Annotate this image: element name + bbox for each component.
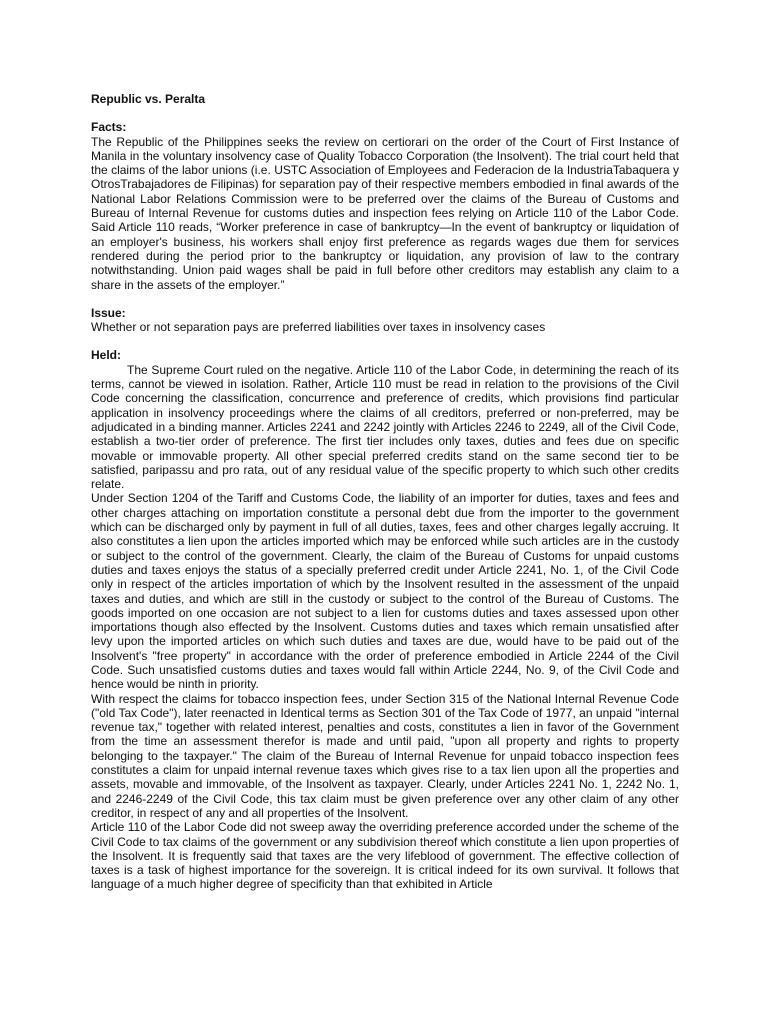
section-gap bbox=[91, 292, 679, 306]
issue-paragraph: Whether or not separation pays are preferred liabilities over taxes in insolvency cases bbox=[91, 320, 546, 335]
document-title: Republic vs. Peralta bbox=[91, 92, 206, 106]
facts-paragraph: The Republic of the Philippines seeks the review on certiorari on the order of the Court of First Instance of Manila in the voluntary insolvency case of Quality Tobacco Corporation (the Insolvent). The trial court held that the claims of the labor unions (i.e. USTC Association of Employees and Federacion de la IndustriaTabaquera y OtrosTrabajadores de Filipinas) for separation pay of their respective members embodied in final awards of the National Labor Relations Commission were to be preferred over the claims of the Bureau of Customs and Bureau of Internal Revenue for customs duties and inspection fees relying on Article 110 of the Labor Code. Said Article 110 reads, “Worker preference in case of bankruptcy—In the event of bankruptcy or liquidation of an employer's business, his workers shall enjoy first preference as regards wages due them for services rendered during the period prior to the bankruptcy or liquidation, any provision of law to the contrary notwithstanding. Union paid wages shall be paid in full before other creditors may establish any claim to a share in the assets of the employer.” bbox=[91, 134, 679, 292]
document-page bbox=[91, 92, 679, 892]
issue-heading: Issue: bbox=[91, 305, 126, 320]
held-paragraph-3: With respect the claims for tobacco inspection fees, under Section 315 of the National Internal Revenue Code ("old Tax Code"), later reenacted in Identical terms as Section 301 of the Tax Code of 1977, an unpaid "internal revenue tax," together with related interest, penalties and costs, constitutes a lien in favor of the Government from the time an assessment therefor is made and until paid, "upon all property and rights to property belonging to the taxpayer." The claim of the Bureau of Internal Revenue for unpaid tobacco inspection fees constitutes a claim for unpaid internal revenue taxes which gives rise to a tax lien upon all the properties and assets, movable and immovable, of the Insolvent as taxpayer. Clearly, under Articles 2241 No. 1, 2242 No. 1, and 2246-2249 of the Civil Code, this tax claim must be given preference over any other claim of any other creditor, in respect of any and all properties of the Insolvent. bbox=[91, 691, 679, 820]
held-paragraph-1: The Supreme Court ruled on the negative. Article 110 of the Labor Code, in determining the reach of its terms, cannot be viewed in isolation. Rather, Article 110 must be read in relation to the provisions of the Civil Code concerning the classification, concurrence and preference of credits, which provisions find particular application in insolvency proceedings where the claims of all creditors, preferred or non-preferred, may be adjudicated in a binding manner. Articles 2241 and 2242 jointly with Articles 2246 to 2249, all of the Civil Code, establish a two-tier order of preference. The first tier includes only taxes, duties and fees due on specific movable or immovable property. All other special preferred credits stand on the same second tier to be satisfied, paripassu and pro rata, out of any residual value of the specific property to which such other credits relate. bbox=[91, 362, 679, 492]
section-gap bbox=[91, 334, 679, 348]
facts-heading: Facts: bbox=[91, 120, 127, 135]
held-paragraph-4: Article 110 of the Labor Code did not sweep away the overriding preference accorded under the scheme of the Civil Code to tax claims of the government or any subdivision thereof which constitute a lien upon properties of the Insolvent. It is frequently said that taxes are the very lifeblood of government. The effective collection of taxes is a task of highest importance for the sovereign. It is critical indeed for its own survival. It follows that language of a much higher degree of specificity than that exhibited in Article bbox=[91, 820, 679, 892]
held-paragraph-2: Under Section 1204 of the Tariff and Customs Code, the liability of an importer for duties, taxes and fees and other charges attaching on importation constitute a personal debt due from the importer to the government which can be discharged only by payment in full of all duties, taxes, fees and other charges legally accruing. It also constitutes a lien upon the articles imported which may be enforced while such articles are in the custody or subject to the control of the government. Clearly, the claim of the Bureau of Customs for unpaid customs duties and taxes enjoys the status of a specially preferred credit under Article 2241, No. 1, of the Civil Code only in respect of the articles importation of which by the Insolvent resulted in the assessment of the unpaid taxes and duties, and which are still in the custody or subject to the control of the Bureau of Customs. The goods imported on one occasion are not subject to a lien for customs duties and taxes assessed upon other importations though also effected by the Insolvent. Customs duties and taxes which remain unsatisfied after levy upon the imported articles on which such duties and taxes are due, would have to be paid out of the Insolvent's "free property" in accordance with the order of preference embodied in Article 2244 of the Civil Code. Such unsatisfied customs duties and taxes would fall within Article 2244, No. 9, of the Civil Code and hence would be ninth in priority. bbox=[91, 491, 679, 692]
held-heading: Held: bbox=[91, 348, 121, 363]
